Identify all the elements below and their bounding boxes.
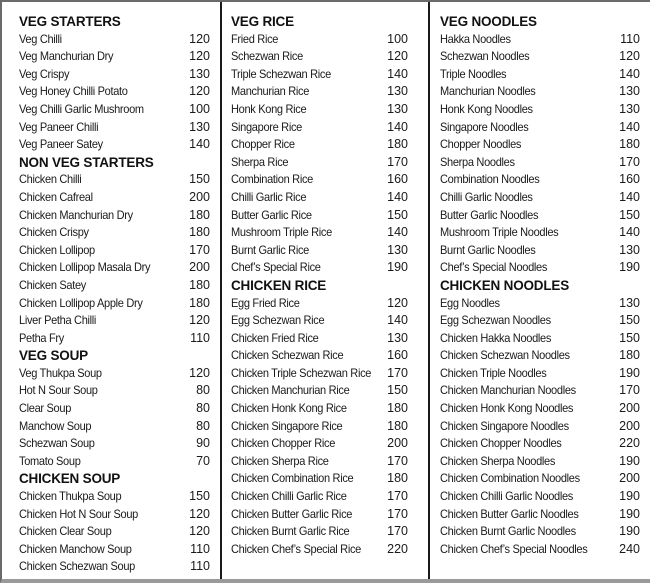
menu-item-name: Hakka Noodles	[440, 31, 511, 46]
menu-item-name: Chicken Lollipop Masala Dry	[19, 260, 151, 275]
menu-item-price: 200	[619, 471, 640, 486]
menu-item	[19, 418, 210, 436]
menu-item-price: 100	[387, 31, 408, 46]
menu-item	[19, 136, 210, 154]
menu-item-name: Sherpa Noodles	[440, 154, 515, 169]
menu-item	[231, 506, 408, 524]
menu-item-name: Chicken Honk Kong Rice	[231, 401, 347, 416]
menu-item-price: 120	[189, 506, 210, 521]
menu-item-price: 130	[619, 242, 640, 257]
menu-item-name: Liver Petha Chilli	[19, 313, 97, 328]
menu-item-price: 140	[387, 225, 408, 240]
menu-item	[231, 136, 408, 154]
menu-item-name: Chicken Manchurian Rice	[231, 383, 350, 398]
menu-item	[19, 171, 210, 189]
menu-item-price: 170	[387, 365, 408, 380]
menu-item	[440, 154, 640, 172]
menu-item	[19, 400, 210, 418]
menu-item	[19, 242, 210, 260]
menu-item-price: 240	[619, 541, 640, 556]
menu-item-price: 130	[387, 242, 408, 257]
menu-item	[231, 189, 408, 207]
menu-item	[19, 101, 210, 119]
menu-item-name: Egg Schezwan Noodles	[440, 313, 551, 328]
menu-item	[231, 259, 408, 277]
menu-item-price: 140	[189, 137, 210, 152]
menu-item-name: Chilli Garlic Rice	[231, 189, 307, 204]
menu-item-price: 180	[387, 137, 408, 152]
menu-item-name: Chicken Manchurian Noodles	[440, 383, 576, 398]
menu-item	[19, 277, 210, 295]
menu-item-price: 120	[619, 49, 640, 64]
menu-item	[231, 418, 408, 436]
menu-item-price: 170	[387, 154, 408, 169]
menu-item-price: 170	[619, 154, 640, 169]
menu-item-name: Fried Rice	[231, 31, 279, 46]
menu-item	[231, 66, 408, 84]
menu-item-price: 130	[619, 84, 640, 99]
menu-item-name: Triple Schezwan Rice	[231, 66, 331, 81]
menu-item	[19, 506, 210, 524]
menu-item-name: Veg Paneer Satey	[19, 137, 103, 152]
menu-item-name: Veg Chilli Garlic Mushroom	[19, 101, 144, 116]
menu-item-price: 190	[387, 260, 408, 275]
menu-item-price: 130	[387, 330, 408, 345]
menu-item	[440, 365, 640, 383]
menu-item-price: 140	[619, 66, 640, 81]
menu-item-name: Chicken Burnt Garlic Noodles	[440, 524, 576, 539]
section-heading-chicken-soup: CHICKEN SOUP	[19, 471, 121, 487]
menu-item-price: 120	[189, 84, 210, 99]
menu-item-name: Schezwan Noodles	[440, 49, 530, 64]
section-heading-veg-soup: VEG SOUP	[19, 348, 88, 364]
menu-item	[440, 382, 640, 400]
menu-item-name: Chicken Sherpa Noodles	[440, 453, 556, 468]
menu-item-name: Chef’s Special Noodles	[440, 260, 548, 275]
menu-item-name: Chicken Chef’s Special Rice	[231, 541, 361, 556]
menu-item-price: 170	[619, 383, 640, 398]
menu-item-name: Veg Crispy	[19, 66, 70, 81]
menu-item-name: Chicken Chilli Garlic Noodles	[440, 489, 574, 504]
menu-item	[440, 224, 640, 242]
menu-item-name: Singapore Noodles	[440, 119, 529, 134]
menu-item-price: 130	[619, 295, 640, 310]
menu-item-name: Petha Fry	[19, 330, 64, 345]
menu-item-name: Mushroom Triple Rice	[231, 225, 332, 240]
menu-item-price: 110	[620, 31, 640, 46]
menu-item-price: 200	[189, 189, 210, 204]
menu-item-price: 140	[387, 313, 408, 328]
menu-item-name: Honk Kong Rice	[231, 101, 307, 116]
menu-item	[440, 83, 640, 101]
menu-item	[19, 435, 210, 453]
menu-item-price: 140	[619, 119, 640, 134]
menu-item-name: Chicken Singapore Noodles	[440, 418, 569, 433]
menu-item-price: 80	[196, 383, 210, 398]
menu-item-price: 190	[619, 365, 640, 380]
menu-item-name: Chicken Honk Kong Noodles	[440, 401, 574, 416]
menu-item	[19, 48, 210, 66]
menu-item	[231, 83, 408, 101]
menu-item-price: 200	[619, 418, 640, 433]
menu-item	[19, 66, 210, 84]
menu-item	[231, 453, 408, 471]
menu-item	[440, 330, 640, 348]
menu-item	[19, 365, 210, 383]
section-heading-non-veg-starters: NON VEG STARTERS	[19, 154, 154, 170]
menu-item-price: 180	[189, 277, 210, 292]
section-heading-chicken-noodles: CHICKEN NOODLES	[440, 277, 570, 293]
menu-item-price: 90	[196, 436, 210, 451]
menu-item	[231, 224, 408, 242]
menu-item-name: Schezwan Rice	[231, 49, 303, 64]
menu-item-price: 150	[387, 383, 408, 398]
menu-item-name: Manchurian Rice	[231, 84, 310, 99]
menu-item-name: Chicken Chilli	[19, 172, 82, 187]
menu-item	[440, 259, 640, 277]
menu-item-price: 220	[619, 436, 640, 451]
menu-item-price: 200	[189, 260, 210, 275]
menu-item-price: 150	[619, 207, 640, 222]
menu-item-price: 110	[190, 559, 210, 574]
menu-item	[19, 330, 210, 348]
menu-item	[440, 400, 640, 418]
menu-item-price: 180	[387, 471, 408, 486]
menu-item-price: 120	[387, 295, 408, 310]
menu-item	[231, 400, 408, 418]
menu-item-name: Veg Paneer Chilli	[19, 119, 99, 134]
menu-item-name: Manchow Soup	[19, 418, 92, 433]
menu-item	[440, 101, 640, 119]
menu-item-name: Manchurian Noodles	[440, 84, 536, 99]
menu-item-name: Schezwan Soup	[19, 436, 95, 451]
menu-item-name: Hot N Sour Soup	[19, 383, 98, 398]
menu-item	[440, 136, 640, 154]
menu-item	[231, 31, 408, 49]
menu-item-name: Chicken Butter Garlic Rice	[231, 506, 353, 521]
menu-item-price: 140	[387, 66, 408, 81]
menu-item	[19, 189, 210, 207]
menu-column-rice	[222, 2, 430, 579]
menu-item-name: Chicken Schezwan Rice	[231, 348, 344, 363]
menu-item-price: 190	[619, 453, 640, 468]
menu-item-name: Mushroom Triple Noodles	[440, 225, 559, 240]
menu-item-price: 70	[196, 453, 210, 468]
menu-item-name: Chicken Butter Garlic Noodles	[440, 506, 579, 521]
menu-item	[440, 488, 640, 506]
menu-item	[231, 48, 408, 66]
menu-item-price: 180	[189, 295, 210, 310]
menu-item-price: 120	[387, 49, 408, 64]
menu-item-price: 190	[619, 524, 640, 539]
menu-item-price: 170	[387, 506, 408, 521]
menu-item	[231, 382, 408, 400]
menu-item-name: Chicken Lollipop	[19, 242, 95, 257]
menu-item-price: 110	[190, 541, 210, 556]
menu-item-price: 180	[387, 418, 408, 433]
menu-item	[231, 242, 408, 260]
menu-item-name: Singapore Rice	[231, 119, 302, 134]
menu-item-price: 170	[387, 489, 408, 504]
menu-item	[231, 119, 408, 137]
menu-item-price: 150	[387, 207, 408, 222]
menu-item	[440, 312, 640, 330]
menu-item	[231, 207, 408, 225]
menu-item-name: Chopper Noodles	[440, 137, 522, 152]
menu-item	[231, 365, 408, 383]
menu-item	[440, 541, 640, 559]
menu-item	[440, 171, 640, 189]
menu-item-name: Chicken Burnt Garlic Rice	[231, 524, 350, 539]
menu-item-name: Chicken Singapore Rice	[231, 418, 343, 433]
menu-item-price: 140	[619, 225, 640, 240]
menu-item-name: Combination Rice	[231, 172, 313, 187]
menu-item-name: Chicken Satey	[19, 277, 87, 292]
menu-item-name: Burnt Garlic Rice	[231, 242, 309, 257]
menu-item	[231, 470, 408, 488]
menu-item-name: Chilli Garlic Noodles	[440, 189, 533, 204]
menu-item	[19, 295, 210, 313]
menu-item-price: 220	[387, 541, 408, 556]
menu-item-name: Chicken Schezwan Soup	[19, 559, 135, 574]
menu-item	[231, 330, 408, 348]
menu-item	[440, 418, 640, 436]
menu-item-name: Combination Noodles	[440, 172, 540, 187]
menu-item-name: Veg Thukpa Soup	[19, 365, 102, 380]
menu-item	[440, 48, 640, 66]
menu-item	[440, 347, 640, 365]
menu-item	[440, 66, 640, 84]
menu-item	[19, 541, 210, 559]
menu-item-name: Chicken Triple Noodles	[440, 365, 547, 380]
menu-item	[231, 541, 408, 559]
menu-item	[231, 312, 408, 330]
menu-item	[19, 523, 210, 541]
menu-item-name: Chicken Lollipop Apple Dry	[19, 295, 143, 310]
menu-item	[440, 119, 640, 137]
menu-item-name: Chopper Rice	[231, 137, 295, 152]
menu-item	[19, 488, 210, 506]
menu-item-price: 120	[189, 313, 210, 328]
menu-item-price: 180	[619, 348, 640, 363]
menu-item-name: Sherpa Rice	[231, 154, 289, 169]
menu-item	[231, 171, 408, 189]
menu-item-price: 150	[619, 330, 640, 345]
menu-item-name: Chicken Manchow Soup	[19, 541, 132, 556]
menu-item-name: Egg Schezwan Rice	[231, 313, 325, 328]
menu-item-name: Chicken Chilli Garlic Rice	[231, 489, 347, 504]
menu-item	[19, 207, 210, 225]
menu-item-name: Chicken Thukpa Soup	[19, 489, 122, 504]
menu-item-name: Butter Garlic Rice	[231, 207, 312, 222]
menu-item-price: 160	[387, 348, 408, 363]
menu-item	[440, 470, 640, 488]
menu-item-price: 190	[619, 489, 640, 504]
menu-item-price: 160	[619, 172, 640, 187]
menu-item-price: 180	[387, 401, 408, 416]
menu-column-noodles	[430, 2, 650, 579]
menu-item-price: 170	[189, 242, 210, 257]
menu-item	[231, 154, 408, 172]
menu-item	[231, 488, 408, 506]
menu-item-price: 150	[619, 313, 640, 328]
section-heading-veg-noodles: VEG NOODLES	[440, 14, 537, 29]
menu-item-price: 190	[619, 506, 640, 521]
menu-item-price: 130	[189, 66, 210, 81]
menu-item-name: Chicken Manchurian Dry	[19, 207, 133, 222]
menu-item	[440, 523, 640, 541]
menu-item-name: Chicken Schezwan Noodles	[440, 348, 570, 363]
menu-item-name: Chicken Clear Soup	[19, 524, 112, 539]
menu-item-name: Clear Soup	[19, 401, 72, 416]
menu-item-price: 180	[189, 225, 210, 240]
menu-item-name: Chicken Combination Rice	[231, 471, 354, 486]
menu-item-price: 170	[387, 453, 408, 468]
menu-item-price: 100	[189, 101, 210, 116]
menu-item-name: Egg Noodles	[440, 295, 500, 310]
menu-item-name: Chicken Chef’s Special Noodles	[440, 541, 588, 556]
menu-item-name: Chicken Hakka Noodles	[440, 330, 552, 345]
menu-item-price: 120	[189, 524, 210, 539]
menu-item	[440, 506, 640, 524]
menu-item-price: 80	[196, 401, 210, 416]
menu-item-price: 180	[189, 207, 210, 222]
menu-item-price: 130	[387, 101, 408, 116]
menu-item-name: Chicken Fried Rice	[231, 330, 319, 345]
menu-item-name: Butter Garlic Noodles	[440, 207, 539, 222]
menu-item-price: 200	[619, 401, 640, 416]
menu-column-starters-soups	[2, 2, 222, 579]
menu-item-price: 140	[387, 119, 408, 134]
menu-item-name: Veg Chilli	[19, 31, 62, 46]
menu-item	[19, 119, 210, 137]
menu-item-name: Chicken Crispy	[19, 225, 89, 240]
menu-item-name: Chicken Chopper Rice	[231, 436, 336, 451]
menu-item	[19, 453, 210, 471]
menu-item-name: Chicken Sherpa Rice	[231, 453, 329, 468]
menu-item-name: Burnt Garlic Noodles	[440, 242, 536, 257]
menu-item-price: 80	[196, 418, 210, 433]
menu-item	[19, 259, 210, 277]
menu-item-name: Triple Noodles	[440, 66, 507, 81]
menu-item-price: 130	[387, 84, 408, 99]
menu-item-price: 160	[387, 172, 408, 187]
menu-item	[19, 382, 210, 400]
menu-item-name: Chicken Combination Noodles	[440, 471, 580, 486]
menu-item	[231, 101, 408, 119]
menu-item	[231, 435, 408, 453]
menu-item-price: 140	[387, 189, 408, 204]
menu-item-name: Chicken Cafreal	[19, 189, 93, 204]
menu-item-price: 120	[189, 365, 210, 380]
menu-item	[19, 312, 210, 330]
menu-item	[440, 242, 640, 260]
menu-item	[231, 295, 408, 313]
menu-item	[440, 31, 640, 49]
menu-item-price: 140	[619, 189, 640, 204]
menu-item-price: 130	[619, 101, 640, 116]
menu-item-name: Chicken Hot N Sour Soup	[19, 506, 139, 521]
menu-item-name: Egg Fried Rice	[231, 295, 300, 310]
menu-item	[19, 224, 210, 242]
menu-item	[19, 558, 210, 576]
menu-item-name: Veg Manchurian Dry	[19, 49, 114, 64]
menu-item	[440, 295, 640, 313]
menu-item-price: 120	[189, 49, 210, 64]
menu-item-price: 110	[190, 330, 210, 345]
section-heading-chicken-rice: CHICKEN RICE	[231, 277, 327, 293]
menu-item	[231, 523, 408, 541]
menu-item-name: Chicken Chopper Noodles	[440, 436, 562, 451]
menu-item	[19, 31, 210, 49]
menu-item	[440, 453, 640, 471]
menu-item-price: 180	[619, 137, 640, 152]
menu-item-name: Tomato Soup	[19, 453, 81, 468]
section-heading-veg-starters: VEG STARTERS	[19, 14, 121, 29]
menu-item-name: Veg Honey Chilli Potato	[19, 84, 128, 99]
menu-item-name: Chef’s Special Rice	[231, 260, 321, 275]
menu-item	[19, 83, 210, 101]
menu-item-price: 170	[387, 524, 408, 539]
menu-item-name: Honk Kong Noodles	[440, 101, 533, 116]
menu-item	[440, 189, 640, 207]
menu-item	[231, 347, 408, 365]
menu-item-price: 150	[189, 172, 210, 187]
menu-item-price: 150	[189, 489, 210, 504]
menu-item-price: 130	[189, 119, 210, 134]
menu-item-price: 200	[387, 436, 408, 451]
menu-item-name: Chicken Triple Schezwan Rice	[231, 365, 372, 380]
menu-item	[440, 207, 640, 225]
menu-item-price: 120	[189, 31, 210, 46]
menu-item-price: 190	[619, 260, 640, 275]
section-heading-veg-rice: VEG RICE	[231, 14, 294, 29]
menu-item	[440, 435, 640, 453]
